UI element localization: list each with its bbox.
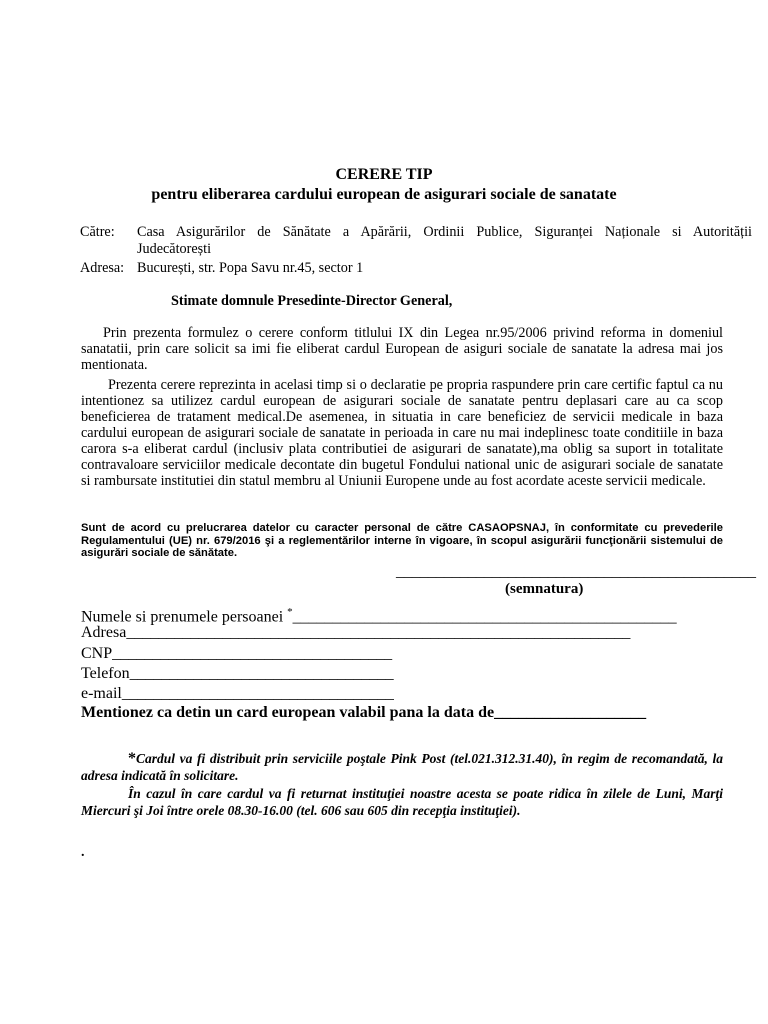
trailing-dot: . <box>81 845 85 860</box>
returned-card-note: În cazul în care cardul va fi returnat instituţiei noastre acesta se poate ridica în zilele de Luni, Marţi Miercuri şi Joi între orele 08.30-16.00 (tel. 606 sau 605 din recepţia instituţiei). <box>81 786 723 818</box>
delivery-note-asterisk: * <box>128 750 136 767</box>
address-value: București, str. Popa Savu nr.45, sector 1 <box>137 260 364 276</box>
paragraph-declaration: Prezenta cerere reprezinta in acelasi timp si o declaratie pe propria raspundere prin care certific faptul ca nu intentionez sa utilizez cardul european de asigurari sociale de sanatate pentru deplasari care au ca scop beneficierea de tratament medical.De asemenea, in situatia in care beneficiez de servicii medicale in baza cardului european de asigurari sociale de sanatate in perioada in care nu mai indeplinesc toate conditiile in baza carora s-a eliberat cardul (inclusiv plata contributiei de asigurari de sanatate),ma oblig sa suport in totalitate contravaloare serviciilor medicale decontate din bugetul Fondului national unic de asigurari sociale de sanatate si rambursate institutiei din statul membru al Uniunii Europene unde au fost acordate aceste servicii medicale. <box>81 377 723 489</box>
delivery-note-text: Cardul va fi distribuit prin serviciile poştale Pink Post (tel.021.312.31.40), în regim de recomandată, la adresa indicată în solicitare. <box>81 751 723 783</box>
signature-line: _____________________________________________ <box>396 563 756 580</box>
address-field: Adresa_______________________________________________________________ <box>81 624 631 641</box>
name-field-asterisk: * <box>287 606 293 618</box>
recipient-label: Către: <box>80 224 115 240</box>
name-field <box>81 603 677 626</box>
name-field-label: Numele si prenumele persoanei <box>81 608 284 626</box>
address-label: Adresa: <box>80 260 125 276</box>
cnp-field: CNP___________________________________ <box>81 645 393 662</box>
signature-label: (semnatura) <box>505 581 584 597</box>
document-title: CERERE TIP <box>335 166 433 183</box>
gdpr-consent: Sunt de acord cu prelucrarea datelor cu caracter personal de către CASAOPSNAJ, în conformitate cu prevederile Regulamentului (UE) nr. 679/2016 şi a reglementărilor interne în vigoare, în scopul asigurării funcţionării sistemului de asigurări sociale de sănătate. <box>81 522 723 560</box>
delivery-note <box>81 751 723 784</box>
name-field-line: ________________________________________________ <box>292 608 677 626</box>
document-subtitle: pentru eliberarea cardului european de asigurari sociale de sanatate <box>151 186 617 203</box>
paragraph-request: Prin prezenta formulez o cerere conform titlului IX din Legea nr.95/2006 privind reforma in domeniul sanatatii, prin care solicit sa imi fie eliberat cardul European de asiguri sociale de sanatate la adresa mai jos mentionata. <box>81 325 723 373</box>
salutation: Stimate domnule Presedinte-Director General, <box>171 293 453 309</box>
recipient-line-1: Casa Asigurărilor de Sănătate a Apărării, Ordinii Publice, Siguranței Naționale si Autorității <box>137 224 752 240</box>
recipient-line-2: Judecătorești <box>137 241 212 257</box>
card-validity-statement: Mentionez ca detin un card european valabil pana la data de___________________ <box>81 704 647 721</box>
email-field: e-mail__________________________________ <box>81 685 394 702</box>
phone-field: Telefon_________________________________ <box>81 665 394 682</box>
